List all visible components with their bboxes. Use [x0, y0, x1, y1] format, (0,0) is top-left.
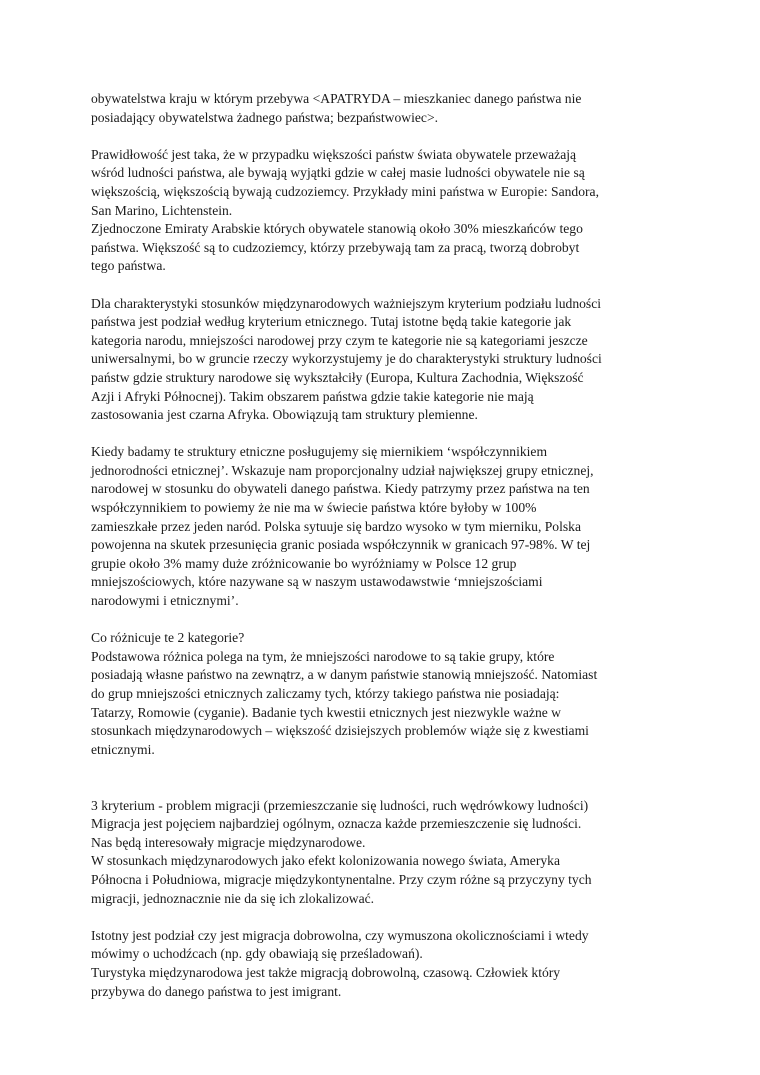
text-line: państwa jest podział według kryterium etnicznego. Tutaj istotne będą takie kategorie jak: [91, 314, 572, 330]
paragraph-apatryda: [91, 90, 691, 127]
text-line: kategoria narodu, mniejszości narodowej przy czym te kategorie nie są kategoriami jeszcze: [91, 332, 588, 348]
paragraph-kryterium-etniczne: [91, 295, 691, 425]
document-page: [91, 90, 691, 1001]
text-line: Północna i Południowa, migracje międzykontynentalne. Przy czym różne są przyczyny tych: [91, 871, 592, 887]
paragraph-spacer: [91, 759, 691, 796]
text-line: współczynnikiem to powiemy że nie ma w świecie państwa które byłoby w 100%: [91, 500, 537, 516]
text-line: stosunkach międzynarodowych – większość dzisiejszych problemów wiąże się z kwestiami: [91, 723, 589, 739]
text-line: Kiedy badamy te struktury etniczne posługujemy się miernikiem ‘współczynnikiem: [91, 444, 548, 460]
text-line: narodowej w stosunku do obywateli danego państwa. Kiedy patrzymy przez państwa na ten: [91, 481, 590, 497]
paragraph-wspolczynnik: [91, 443, 691, 610]
text-line: Migracja jest pojęciem najbardziej ogólnym, oznacza każde przemieszczenie się ludności.: [91, 816, 582, 832]
paragraph-spacer: [91, 127, 691, 146]
text-line: państw gdzie struktury narodowe się wykształciły (Europa, Kultura Zachodnia, Większość: [91, 369, 584, 385]
paragraph-obywatele: [91, 146, 691, 276]
text-line: Dla charakterystyki stosunków międzynarodowych ważniejszym kryterium podziału ludności: [91, 295, 602, 311]
text-line: zamieszkałe przez jeden naród. Polska sytuuje się bardzo wysoko w tym mierniku, Polska: [91, 518, 582, 534]
paragraph-spacer: [91, 908, 691, 927]
text-line: mniejszościowych, które nazywane są w naszym ustawodawstwie ‘mniejszościami: [91, 574, 543, 590]
text-line: przybywa do danego państwa to jest imigrant.: [91, 983, 342, 999]
text-line: San Marino, Lichtenstein.: [91, 202, 233, 218]
paragraph-migracje: [91, 797, 691, 909]
text-line: posiadają własne państwo na zewnątrz, a w danym państwie stanowią mniejszość. Natomiast: [91, 667, 598, 683]
text-line: Prawidłowość jest taka, że w przypadku większości państw świata obywatele przeważają: [91, 146, 577, 162]
text-line: 3 kryterium - problem migracji (przemieszczanie się ludności, ruch wędrówkowy ludności): [91, 797, 589, 813]
text-line: etnicznymi.: [91, 741, 155, 757]
text-line: migracji, jednoznacznie nie da się ich zlokalizować.: [91, 890, 375, 906]
text-line: Zjednoczone Emiraty Arabskie których obywatele stanowią około 30% mieszkańców tego: [91, 221, 583, 237]
text-line: obywatelstwa kraju w którym przebywa <APATRYDA – mieszkaniec danego państwa nie: [91, 91, 582, 106]
text-line: posiadający obywatelstwa żadnego państwa; bezpaństwowiec>.: [91, 109, 439, 125]
text-line: Co różnicuje te 2 kategorie?: [91, 630, 245, 646]
text-line: mówimy o uchodźcach (np. gdy obawiają się prześladowań).: [91, 946, 423, 962]
text-line: Azji i Afryki Północnej). Takim obszarem państwa gdzie takie kategorie nie mają: [91, 388, 534, 404]
text-line: uniwersalnymi, bo w gruncie rzeczy wykorzystujemy je do charakterystyki struktury ludności: [91, 351, 602, 367]
text-line: jednorodności etnicznej’. Wskazuje nam proporcjonalny udział największej grupy etnicznej,: [91, 462, 594, 478]
text-line: większością, większością bywają cudzoziemcy. Przykłady mini państwa w Europie: Sandora,: [91, 183, 599, 199]
paragraph-uchodzcy: [91, 927, 691, 1001]
text-line: do grup mniejszości etnicznych zaliczamy tych, którzy takiego państwa nie posiadają:: [91, 686, 560, 701]
paragraph-kategorie: [91, 629, 691, 759]
text-line: grupie około 3% mamy duże zróżnicowanie bo wyróżniamy w Polsce 12 grup: [91, 555, 517, 571]
text-line: Nas będą interesowały migracje międzynarodowe.: [91, 834, 366, 850]
text-line: Tatarzy, Romowie (cyganie). Badanie tych kwestii etnicznych jest niezwykle ważne w: [91, 704, 561, 720]
text-line: państwa. Większość są to cudzoziemcy, którzy przebywają tam za pracą, tworzą dobrobyt: [91, 239, 580, 255]
text-line: Istotny jest podział czy jest migracja dobrowolna, czy wymuszona okolicznościami i wtedy: [91, 927, 589, 943]
text-line: W stosunkach międzynarodowych jako efekt kolonizowania nowego świata, Ameryka: [91, 853, 560, 869]
text-line: wśród ludności państwa, ale bywają wyjątki gdzie w całej masie ludności obywatele nie są: [91, 165, 585, 181]
paragraph-spacer: [91, 611, 691, 630]
paragraph-spacer: [91, 425, 691, 444]
text-line: zastosowania jest czarna Afryka. Obowiązują tam struktury plemienne.: [91, 407, 478, 423]
paragraph-spacer: [91, 276, 691, 295]
text-line: powojenna na skutek przesunięcia granic posiada współczynnik w granicach 97-98%. W tej: [91, 537, 591, 553]
text-line: Turystyka międzynarodowa jest także migracją dobrowolną, czasową. Człowiek który: [91, 964, 561, 980]
text-line: Podstawowa różnica polega na tym, że mniejszości narodowe to są takie grupy, które: [91, 648, 555, 664]
text-line: tego państwa.: [91, 258, 166, 274]
text-line: narodowymi i etnicznymi’.: [91, 593, 239, 609]
